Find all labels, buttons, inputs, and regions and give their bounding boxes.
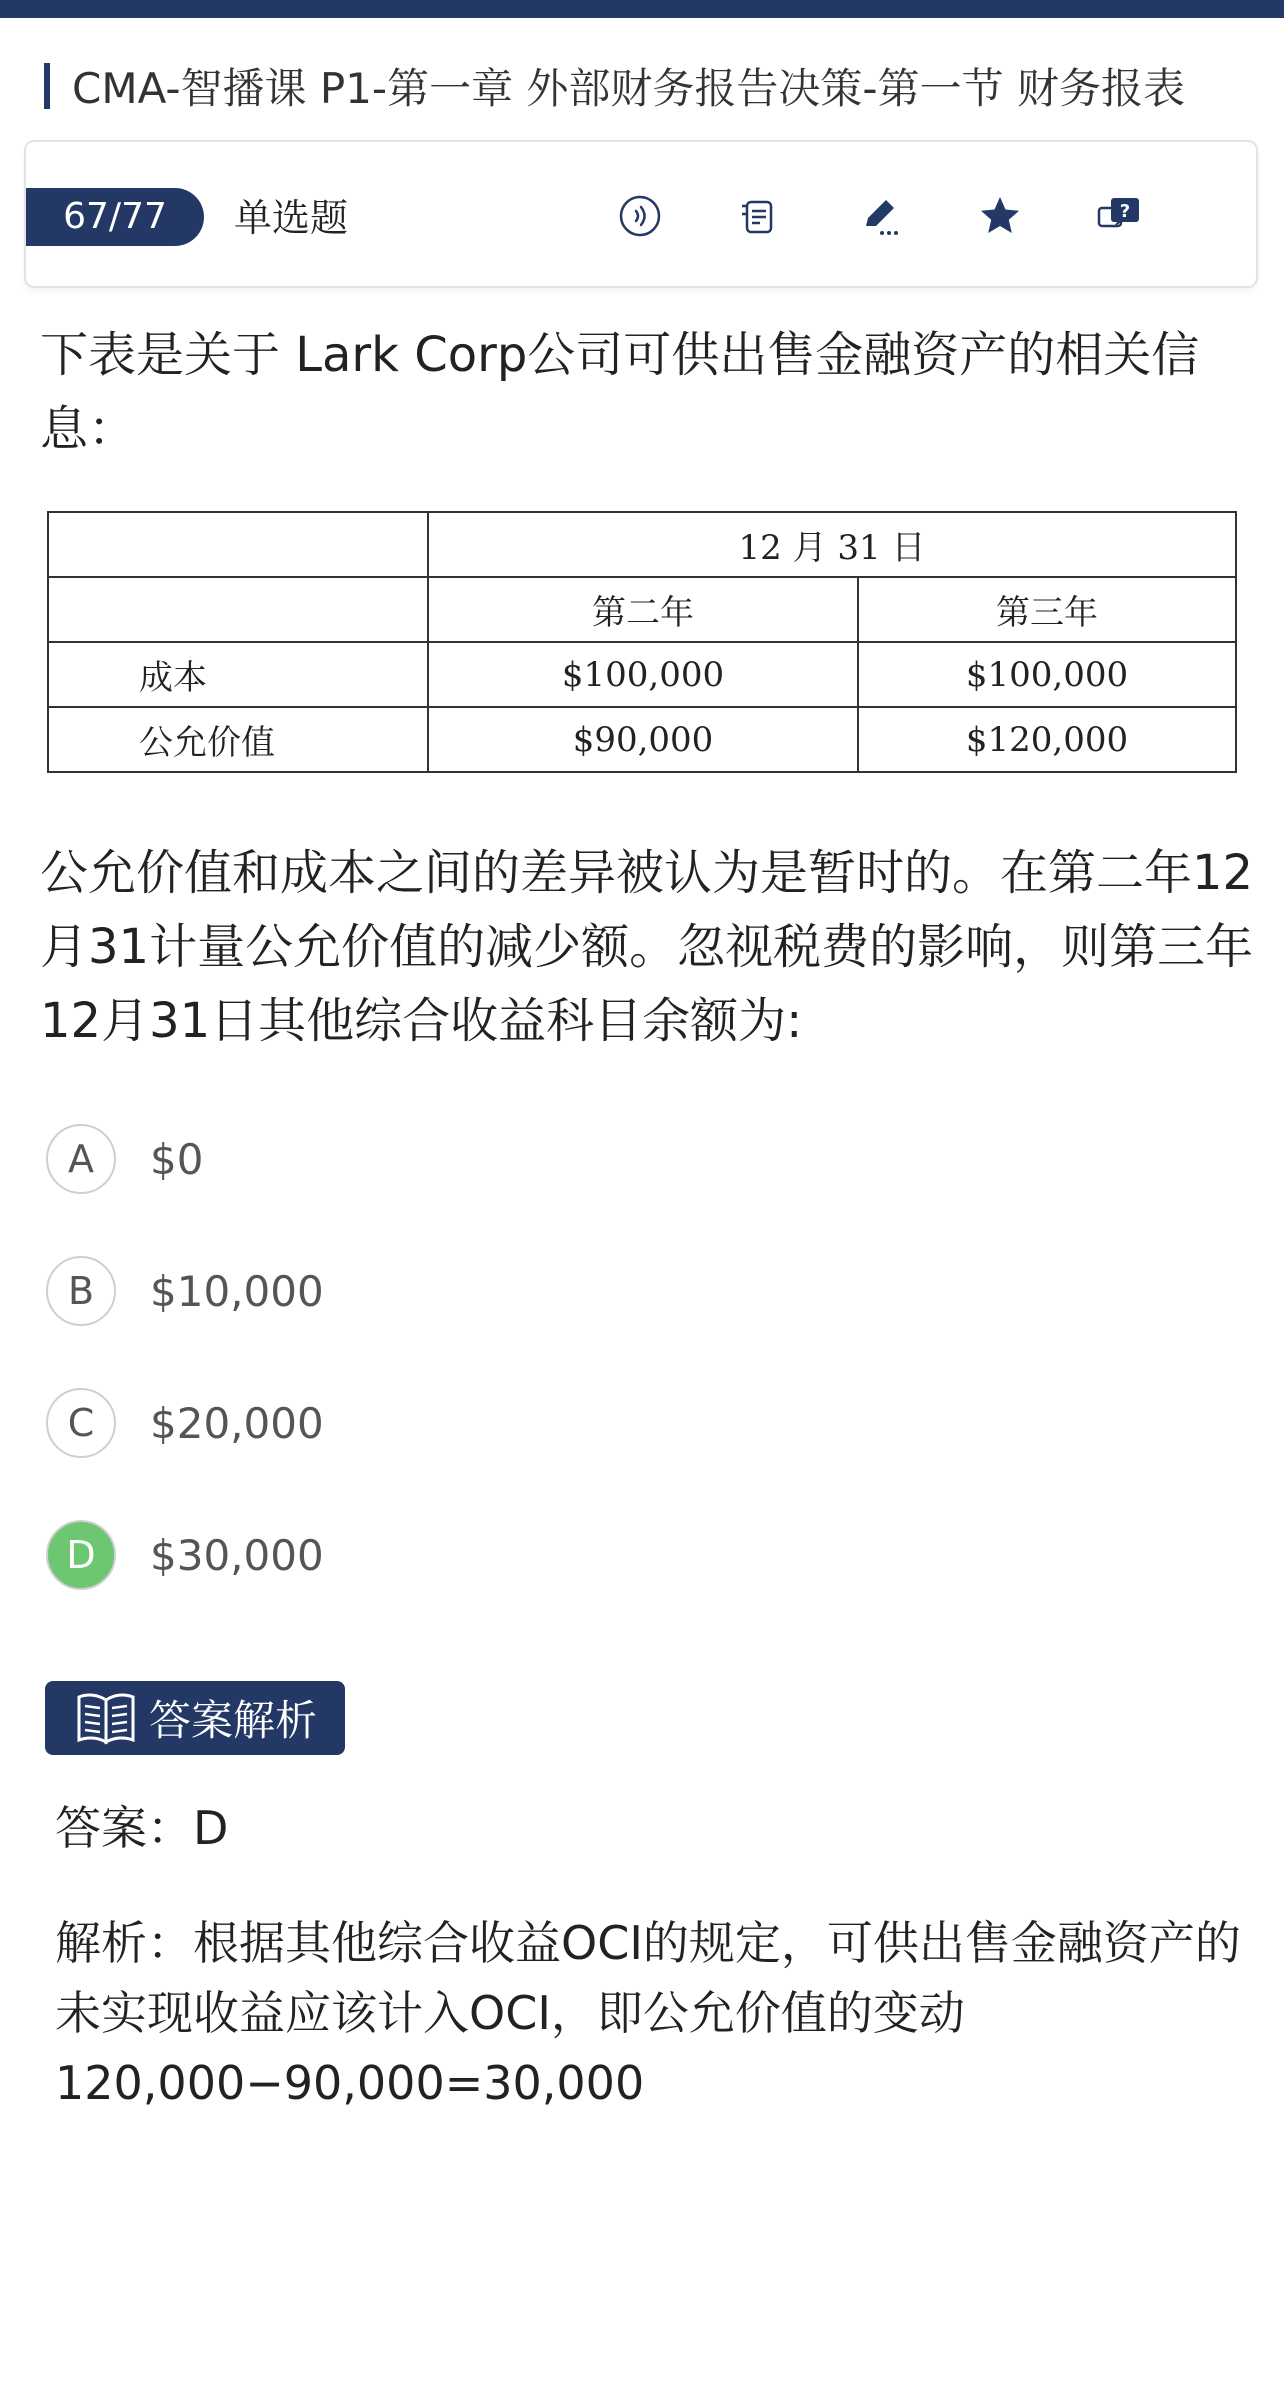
- financial-table: [47, 511, 1237, 773]
- title-accent-bar: [44, 63, 50, 109]
- open-book-icon: [75, 1690, 137, 1746]
- cell-year2: $90,000: [428, 707, 858, 772]
- question-intro: 下表是关于 Lark Corp公司可供出售金融资产的相关信息：: [40, 327, 1200, 457]
- cell-year3: $120,000: [858, 707, 1236, 772]
- question-stem: 公允价值和成本之间的差异被认为是暂时的。在第二年12月31计量公允价值的减少额。忽视税费的影响，则第三年 12月31日其他综合收益科目余额为:: [40, 845, 1254, 1049]
- answer-text: 答案：D: [55, 1801, 229, 1855]
- page-header: [44, 60, 1185, 112]
- question-counter: 67/77: [26, 188, 204, 246]
- row-label: 公允价值: [48, 707, 428, 772]
- option-b[interactable]: [46, 1253, 324, 1329]
- option-letter: B: [46, 1256, 116, 1326]
- star-icon[interactable]: [968, 184, 1032, 248]
- option-text: $0: [150, 1134, 204, 1184]
- table-row: [48, 642, 1236, 707]
- top-status-bar: [0, 0, 1284, 18]
- question-type-label: 单选题: [234, 196, 349, 240]
- row-label: 成本: [48, 642, 428, 707]
- audio-icon[interactable]: [608, 184, 672, 248]
- option-d[interactable]: [46, 1517, 324, 1593]
- option-letter: A: [46, 1124, 116, 1194]
- table-col-year2: 第二年: [428, 577, 858, 642]
- question-toolbar: [24, 140, 1258, 288]
- table-date-header: 12 月 31 日: [428, 512, 1236, 577]
- notes-icon[interactable]: [728, 184, 792, 248]
- answer-analysis-badge: [45, 1681, 345, 1755]
- explanation-text: 解析：根据其他综合收益OCI的规定，可供出售金融资产的未实现收益应该计入OCI，即公允价值的变动120,000−90,000=30,000: [55, 1916, 1241, 2110]
- option-c[interactable]: [46, 1385, 324, 1461]
- page-title: CMA-智播课 P1-第一章 外部财务报告决策-第一节 财务报表: [72, 64, 1185, 113]
- option-text: $30,000: [150, 1530, 324, 1580]
- table-col-year3: 第三年: [858, 577, 1236, 642]
- option-a[interactable]: [46, 1121, 203, 1197]
- option-letter-correct: D: [46, 1520, 116, 1590]
- table-empty-cell: [48, 577, 428, 642]
- table-empty-cell: [48, 512, 428, 577]
- edit-icon[interactable]: [848, 184, 912, 248]
- option-text: $20,000: [150, 1398, 324, 1448]
- table-row: [48, 707, 1236, 772]
- cell-year2: $100,000: [428, 642, 858, 707]
- option-letter: C: [46, 1388, 116, 1458]
- question-chat-icon[interactable]: [1088, 184, 1152, 248]
- option-text: $10,000: [150, 1266, 324, 1316]
- svg-text:?: ?: [1119, 201, 1131, 222]
- analysis-badge-label: 答案解析: [149, 1696, 318, 1745]
- cell-year3: $100,000: [858, 642, 1236, 707]
